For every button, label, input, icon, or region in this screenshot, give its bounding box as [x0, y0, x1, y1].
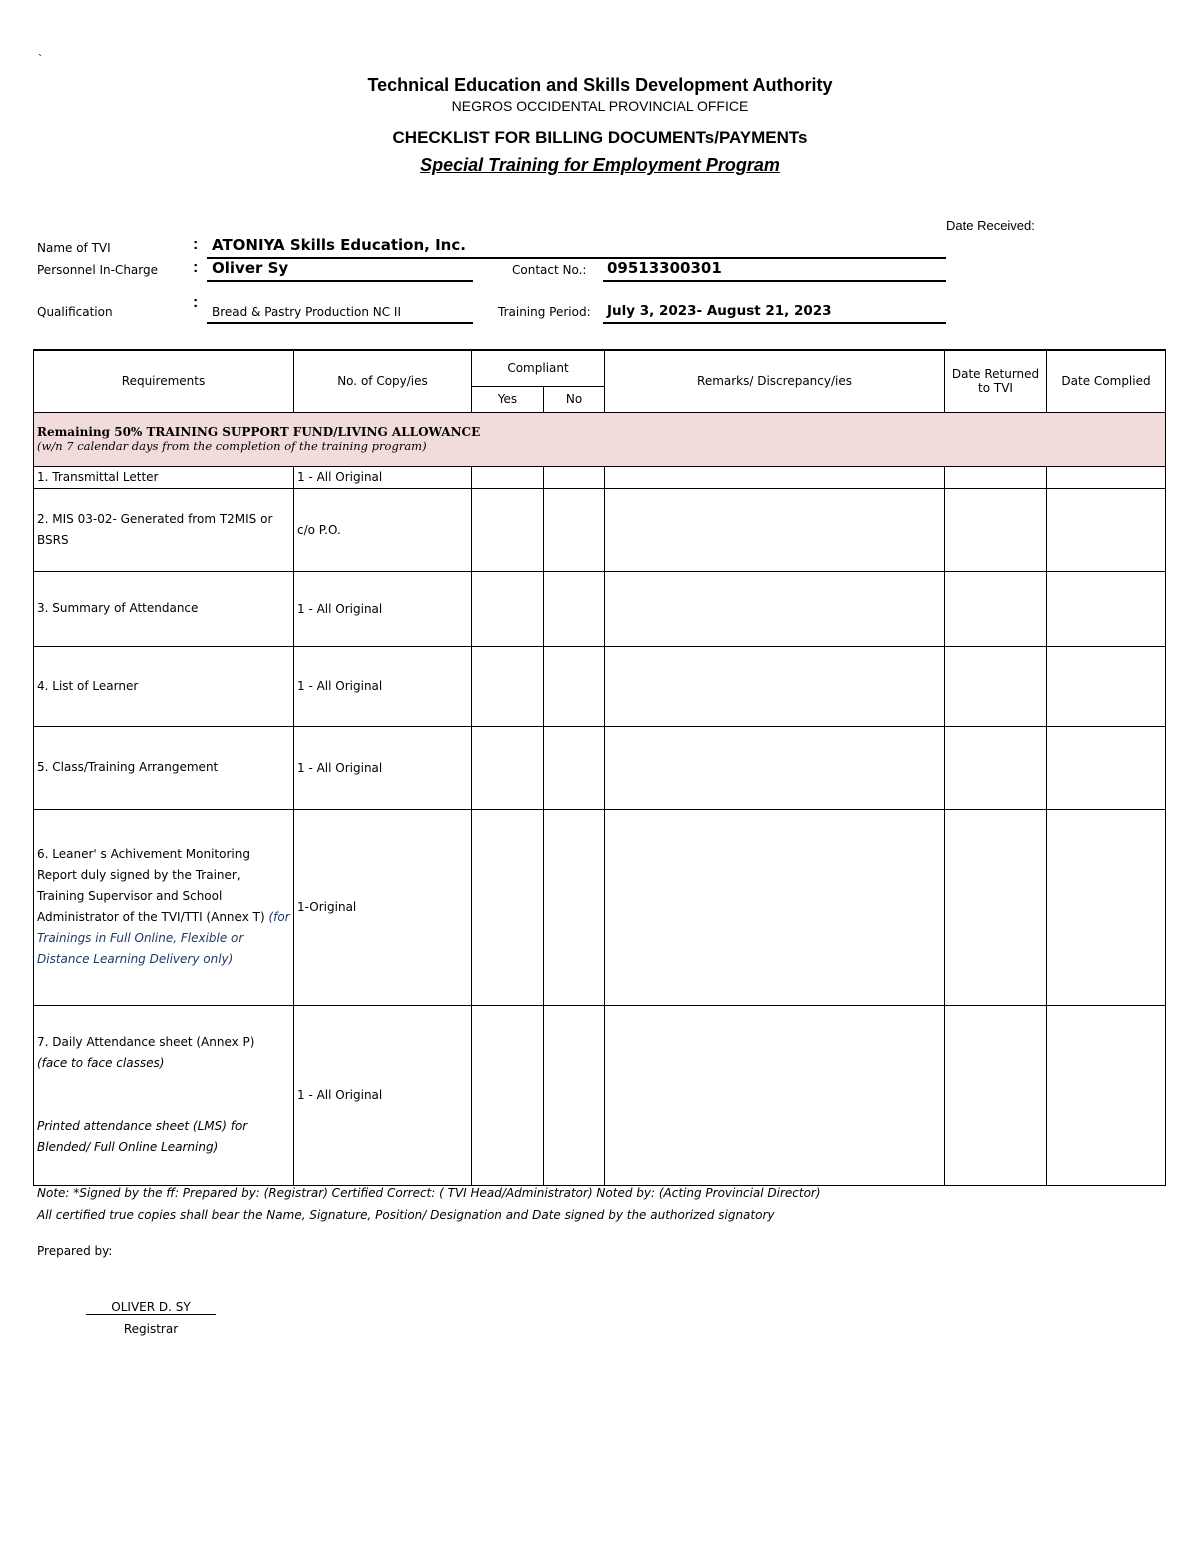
- remarks-cell[interactable]: [605, 571, 945, 646]
- yes-cell[interactable]: [472, 1005, 544, 1185]
- table-row: [34, 726, 1166, 809]
- agency-name: Technical Education and Skills Development Authority: [367, 75, 833, 95]
- requirement-cell: [34, 1005, 294, 1185]
- table-row: [34, 571, 1166, 646]
- period-underline: [603, 322, 946, 324]
- header-date-returned: Date Returned to TVI: [945, 350, 1047, 412]
- remarks-cell[interactable]: [605, 488, 945, 571]
- no-cell[interactable]: [544, 726, 605, 809]
- tvi-value: ATONIYA Skills Education, Inc.: [212, 236, 466, 254]
- note-line-2: All certified true copies shall bear the Name, Signature, Position/ Designation and Date signed by the authorized signatory: [37, 1208, 775, 1222]
- date-returned-cell[interactable]: [945, 488, 1047, 571]
- remarks-cell[interactable]: [605, 1005, 945, 1185]
- no-cell[interactable]: [544, 466, 605, 488]
- office-name: NEGROS OCCIDENTAL PROVINCIAL OFFICE: [451, 98, 749, 114]
- header-remarks: Remarks/ Discrepancy/ies: [605, 350, 945, 412]
- form-title: CHECKLIST FOR BILLING DOCUMENTs/PAYMENTs: [392, 128, 808, 147]
- section-subtitle: (w/n 7 calendar days from the completion of the training program): [37, 439, 427, 453]
- date-returned-cell[interactable]: [945, 571, 1047, 646]
- personnel-colon: :: [193, 259, 199, 276]
- date-complied-cell[interactable]: [1047, 571, 1166, 646]
- requirement-note: (face to face classes): [37, 1056, 165, 1070]
- table-row: [34, 466, 1166, 488]
- date-returned-cell[interactable]: [945, 466, 1047, 488]
- qualification-value: Bread & Pastry Production NC II: [212, 305, 402, 319]
- qualification-colon: :: [193, 294, 199, 311]
- requirement-cell: 3. Summary of Attendance: [34, 571, 294, 646]
- date-returned-cell[interactable]: [945, 1005, 1047, 1185]
- qualification-underline: [207, 322, 473, 324]
- remarks-cell[interactable]: [605, 646, 945, 726]
- copies-cell: 1-Original: [294, 809, 472, 1005]
- prepared-by-label: Prepared by:: [37, 1244, 113, 1258]
- personnel-value: Oliver Sy: [212, 259, 289, 277]
- tvi-label: Name of TVI: [37, 241, 111, 255]
- signatory-name: OLIVER D. SY: [86, 1300, 216, 1315]
- table-row: [34, 488, 1166, 571]
- no-cell[interactable]: [544, 646, 605, 726]
- qualification-label: Qualification: [37, 305, 113, 319]
- header-no: No: [544, 386, 605, 412]
- date-returned-cell[interactable]: [945, 726, 1047, 809]
- yes-cell[interactable]: [472, 726, 544, 809]
- period-value: July 3, 2023- August 21, 2023: [607, 303, 832, 319]
- table-row: [34, 809, 1166, 1005]
- copies-cell: 1 - All Original: [294, 646, 472, 726]
- date-returned-cell[interactable]: [945, 646, 1047, 726]
- date-complied-cell[interactable]: [1047, 466, 1166, 488]
- date-complied-cell[interactable]: [1047, 726, 1166, 809]
- requirement-cell: 1. Transmittal Letter: [34, 466, 294, 488]
- requirement-cell: 4. List of Learner: [34, 646, 294, 726]
- date-complied-cell[interactable]: [1047, 809, 1166, 1005]
- header-yes: Yes: [472, 386, 544, 412]
- yes-cell[interactable]: [472, 466, 544, 488]
- tvi-underline: [207, 257, 946, 259]
- header-requirements: Requirements: [34, 350, 294, 412]
- yes-cell[interactable]: [472, 809, 544, 1005]
- section-row: [34, 412, 1166, 466]
- yes-cell[interactable]: [472, 488, 544, 571]
- yes-cell[interactable]: [472, 571, 544, 646]
- date-received-label: Date Received:: [946, 218, 1035, 233]
- contact-underline: [603, 280, 946, 282]
- requirement-cell: 2. MIS 03-02- Generated from T2MIS or BSRS: [34, 488, 294, 571]
- section-title: Remaining 50% TRAINING SUPPORT FUND/LIVING ALLOWANCE: [37, 425, 481, 439]
- date-complied-cell[interactable]: [1047, 1005, 1166, 1185]
- date-returned-cell[interactable]: [945, 809, 1047, 1005]
- requirement-note: (for Trainings in Full Online, Flexible or Distance Learning Delivery only): [37, 910, 290, 966]
- program-title: Special Training for Employment Program: [420, 155, 780, 175]
- no-cell[interactable]: [544, 571, 605, 646]
- header-date-complied: Date Complied: [1047, 350, 1166, 412]
- period-label: Training Period:: [498, 305, 591, 319]
- personnel-underline: [207, 280, 473, 282]
- tvi-colon: :: [193, 236, 199, 253]
- date-complied-cell[interactable]: [1047, 488, 1166, 571]
- requirement-cell: [34, 809, 294, 1005]
- remarks-cell[interactable]: [605, 809, 945, 1005]
- requirement-extra: Printed attendance sheet (LMS) for Blended/ Full Online Learning): [37, 1119, 248, 1154]
- note-line-1: Note: *Signed by the ff: Prepared by: (Registrar) Certified Correct: ( TVI Head/Administrator) Noted by: (Acting Provincial Director): [37, 1186, 821, 1200]
- remarks-cell[interactable]: [605, 726, 945, 809]
- contact-label: Contact No.:: [512, 263, 587, 277]
- header-copies: No. of Copy/ies: [294, 350, 472, 412]
- requirement-cell: 5. Class/Training Arrangement: [34, 726, 294, 809]
- table-row: [34, 646, 1166, 726]
- copies-cell: 1 - All Original: [294, 726, 472, 809]
- personnel-label: Personnel In-Charge: [37, 263, 158, 277]
- copies-cell: 1 - All Original: [294, 466, 472, 488]
- signatory-position: Registrar: [123, 1322, 179, 1336]
- requirement-text: 7. Daily Attendance sheet (Annex P): [37, 1035, 255, 1049]
- corner-mark: `: [38, 52, 42, 66]
- checklist-table: [33, 349, 1166, 1186]
- contact-value: 09513300301: [607, 259, 722, 277]
- copies-cell: 1 - All Original: [294, 571, 472, 646]
- header-compliant: Compliant: [472, 350, 605, 386]
- copies-cell: 1 - All Original: [294, 1005, 472, 1185]
- table-row: [34, 1005, 1166, 1185]
- remarks-cell[interactable]: [605, 466, 945, 488]
- no-cell[interactable]: [544, 488, 605, 571]
- no-cell[interactable]: [544, 809, 605, 1005]
- copies-cell: c/o P.O.: [294, 488, 472, 571]
- yes-cell[interactable]: [472, 646, 544, 726]
- requirement-text: 6. Leaner' s Achivement Monitoring Report duly signed by the Trainer, Training Supervisor and School Administrator of the TVI/TTI (Annex T): [37, 847, 265, 924]
- no-cell[interactable]: [544, 1005, 605, 1185]
- date-complied-cell[interactable]: [1047, 646, 1166, 726]
